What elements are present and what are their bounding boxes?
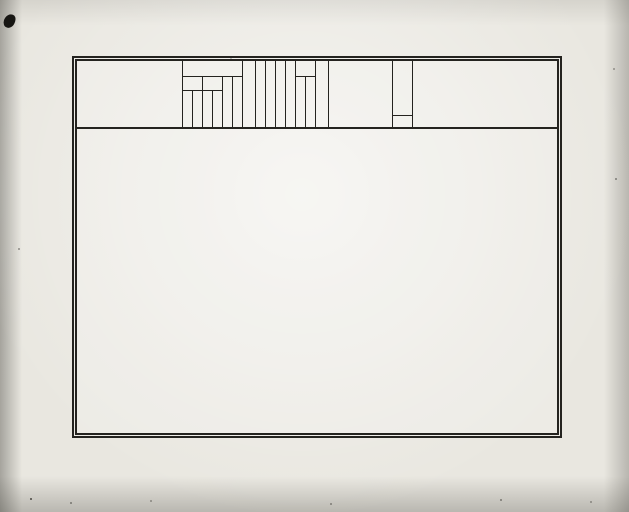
table-header: [77, 61, 557, 129]
col-header-gardeners: [276, 61, 286, 127]
col-header-district: [316, 61, 329, 127]
col-header-schools-protestant: [203, 91, 213, 127]
col-header-herrschaft: [329, 61, 393, 127]
col-header-community-houses: [233, 77, 242, 127]
col-header-parsonages: [223, 77, 233, 127]
col-header-miles: [393, 115, 412, 127]
col-header-vorwerke: [256, 61, 266, 127]
col-group-mills: [296, 61, 316, 127]
col-header-schools: [203, 77, 222, 91]
col-header-remarks: [413, 61, 557, 127]
col-group-schools: [203, 77, 223, 127]
col-header-churches: [183, 77, 202, 91]
col-header-public-buildings: [183, 61, 242, 77]
scan-speckles: [30, 498, 32, 500]
col-header-mills: [296, 61, 315, 77]
col-header-village-names: [77, 61, 183, 127]
col-group-churches: [183, 77, 203, 127]
col-header-cottagers: [286, 61, 296, 127]
col-header-churches-catholic: [193, 91, 202, 127]
col-header-schools-catholic: [213, 91, 222, 127]
col-header-farmers: [266, 61, 276, 127]
col-header-manor-castles: [243, 61, 256, 127]
table-body: [77, 129, 557, 133]
ink-blot: [2, 13, 17, 30]
running-head: [0, 28, 629, 42]
col-header-wind-mills: [306, 77, 315, 127]
col-header-distance: [393, 61, 413, 127]
col-group-public-buildings: [183, 61, 243, 127]
col-header-churches-protestant: [183, 91, 193, 127]
villages-table: [72, 56, 562, 438]
col-header-water-mills: [296, 77, 306, 127]
